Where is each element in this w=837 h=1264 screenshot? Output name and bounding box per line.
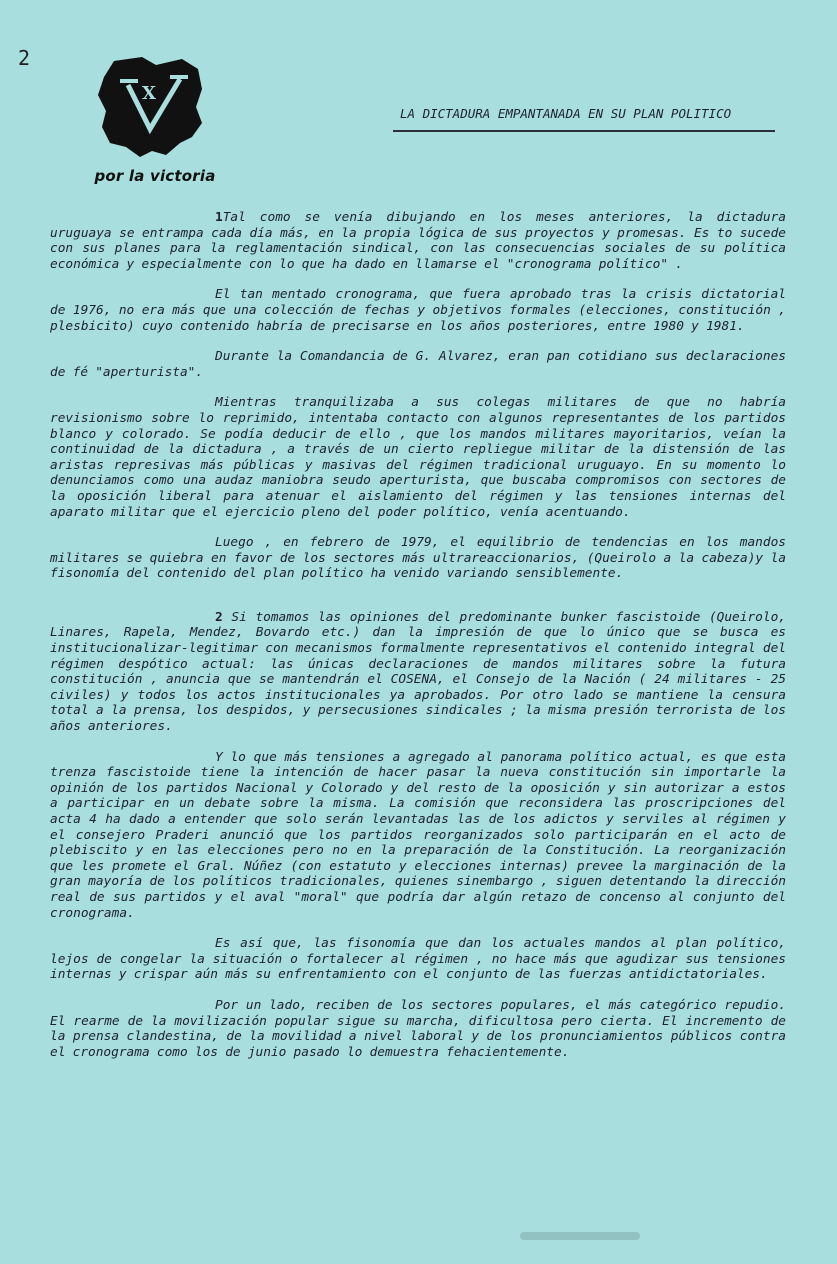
paragraph-text: Si tomamos las opiniones del predominante bunker fascistoide (Queirolo, Linares, Rapela, Mendez, Bovardo etc.) dan la impresión de que lo único que se busca es institucionalizar-legitimar con mecanismos formalmente representativos el contenido integral del régimen despótico actual: las únicas declaraciones de mandos militares sobre la futura constitución , anuncia que se mantendrán el COSENA, el Consejo de la Nación ( 24 militares - 25 civiles) y todos los actos institucionales ya aprobados. Por otro lado se mantiene la censura total a la prensa, los despidos, y persecusiones sindicales ; la misma presión terrorista de los años anteriores. xyxy=(50,609,786,735)
paragraph-text: Tal como se venía dibujando en los meses anteriores, la dictadura uruguaya se entrampa cada día más, en la propia lógica de sus proyectos y promesas. Es to sucede con sus planes para la reglamentación sindical, con las consecuencias sociales de su política económica y especialmente con lo que ha dado en llamarse el "cronograma político" . xyxy=(50,210,786,272)
paragraph-5 xyxy=(50,535,786,582)
logo-letter-x: X xyxy=(142,83,156,104)
paper-stain xyxy=(520,1232,640,1240)
logo-emblem-icon xyxy=(94,55,209,160)
title-underline xyxy=(393,130,775,132)
section-number: 1 xyxy=(215,210,223,225)
page-number: 2 xyxy=(18,46,31,70)
paragraph-text: Y lo que más tensiones a agregado al panorama político actual, es que esta trenza fascistoide tiene la intención de hacer pasar la nueva constitución sin importarle la opinión de los partidos Nacional y Colorado y del resto de la oposición y sin autorizar a estos a participar en un debate sobre la misma. La comisión que reconsidera las proscripciones del acta 4 ha dado a entender que solo serán levantadas las de los adictos y serviles al régimen y el consejero Praderi anunció que los partidos reorganizados solo participarán en el acto de plebiscito y en las elecciones pero no en la preparación de la Constitución. La reorganización que les promete el Gral. Núñez (con estatuto y elecciones internas) prevee la marginación de la gran mayoría de los políticos tradicionales, quienes sinembargo , siguen detentando la dirección real de sus partidos y el aval "moral" que podría dar algún retazo de concenso al conjunto del cronograma. xyxy=(50,749,786,921)
paragraph-text: Durante la Comandancia de G. Alvarez, eran pan cotidiano sus declaraciones de fé "aperturista". xyxy=(50,349,786,380)
logo-caption: por la victoria xyxy=(94,167,216,185)
paragraph-6 xyxy=(50,610,786,735)
paragraph-2 xyxy=(50,287,786,334)
page-title: LA DICTADURA EMPANTANADA EN SU PLAN POLITICO xyxy=(400,106,732,121)
section-number: 2 xyxy=(215,609,223,625)
article-body xyxy=(50,210,786,1075)
paragraph-3 xyxy=(50,349,786,380)
logo xyxy=(88,55,228,195)
paragraph-4 xyxy=(50,395,786,520)
paragraph-text: Luego , en febrero de 1979, el equilibrio de tendencias en los mandos militares se quiebra en favor de los sectores más ultrareaccionarios, (Queirolo a la cabeza)y la fisonomía del contenido del plan político ha venido variando sensiblemente. xyxy=(50,535,786,582)
paragraph-8 xyxy=(50,936,786,983)
paragraph-text: Por un lado, reciben de los sectores populares, el más categórico repudio. El rearme de la movilización popular sigue su marcha, dificultosa pero cierta. El incremento de la prensa clandestina, de la movilidad a nivel laboral y de los pronunciamientos públicos contra el cronograma como los de junio pasado lo demuestra fehacientemente. xyxy=(50,997,786,1060)
paragraph-1 xyxy=(50,210,786,272)
paragraph-text: Es así que, las fisonomía que dan los actuales mandos al plan político, lejos de congelar la situación o fortalecer al régimen , no hace más que agudizar sus tensiones internas y crispar aún más su enfrentamiento con el conjunto de las fuerzas antidictatoriales. xyxy=(50,936,786,983)
paragraph-text: El tan mentado cronograma, que fuera aprobado tras la crisis dictatorial de 1976, no era más que una colección de fechas y objetivos formales (elecciones, constitución , plesbicito) cuyo contenido habría de precisarse en los años posteriores, entre 1980 y 1981. xyxy=(50,287,786,334)
paragraph-text: Mientras tranquilizaba a sus colegas militares de que no habría revisionismo sobre lo reprimido, intentaba contacto con algunos representantes de los partidos blanco y colorado. Se podía deducir de ello , que los mandos militares mayoritarios, veían la continuidad de la dictadura , a través de un cierto repliegue militar de la distensión de las aristas represivas más públicas y masivas del régimen tradicional uruguayo. En su momento lo denunciamos como una audaz maniobra seudo aperturista, que buscaba compromisos con sectores de la oposición liberal para atenuar el aislamiento del régimen y las tensiones internas del aparato militar que el ejercicio pleno del poder político, venía acentuando. xyxy=(50,395,786,520)
paragraph-9 xyxy=(50,998,786,1060)
paragraph-7 xyxy=(50,750,786,922)
